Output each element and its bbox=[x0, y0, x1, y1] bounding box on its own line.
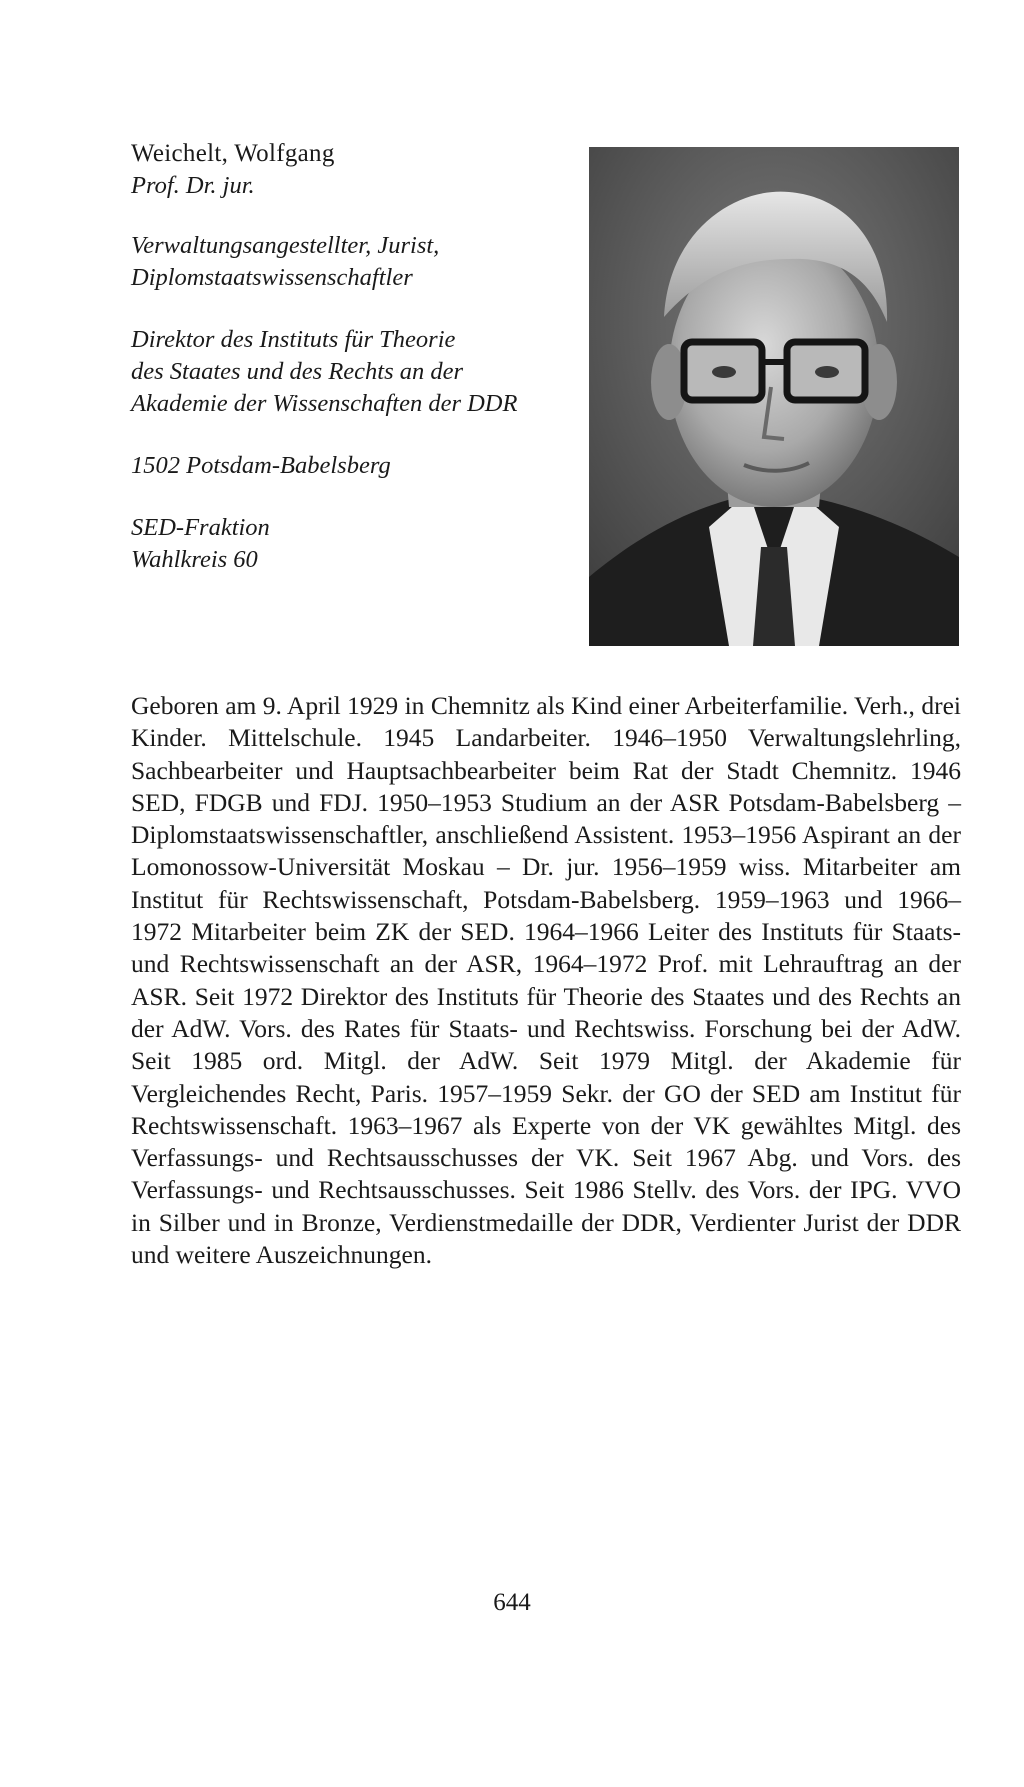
academic-title: Prof. Dr. jur. bbox=[131, 172, 255, 199]
person-name: Weichelt, Wolfgang bbox=[131, 140, 335, 167]
biography-text: Geboren am 9. April 1929 in Chemnitz als Kind einer Arbeiterfamilie. Verh., drei Kinder. Mittelschule. 1945 Landarbeiter. 1946–1950 Verwaltungslehrling, Sachbearbeiter und Hauptsachbearbeiter beim Rat der Stadt Chemnitz. 1946 SED, FDGB und FDJ. 1950–1953 Studium an der ASR Potsdam-Babelsberg – Diplomstaatswissenschaftler, anschließend Assistent. 1953–1956 Aspirant an der Lomonossow-Universität Moskau – Dr. jur. 1956–1959 wiss. Mitarbeiter am Institut für Rechtswissenschaft, Potsdam-Babelsberg. 1959–1963 und 1966–1972 Mitarbeiter beim ZK der SED. 1964–1966 Leiter des Instituts für Staats- und Rechtswissenschaft an der ASR, 1964–1972 Prof. mit Lehrauftrag an der ASR. Seit 1972 Direktor des Instituts für Theorie des Staates und des Rechts an der AdW. Vors. des Rates für Staats- und Rechtswiss. Forschung bei der AdW. Seit 1985 ord. Mitgl. der AdW. Seit 1979 Mitgl. der Akademie für Vergleichendes Recht, Paris. 1957–1959 Sekr. der GO der SED am Institut für Rechtswissenschaft. 1963–1967 als Experte von der VK gewähltes Mitgl. des Verfassungs- und Rechtsausschusses der VK. Seit 1967 Abg. und Vors. des Verfassungs- und Rechtsausschusses. Seit 1986 Stellv. des Vors. der IPG. VVO in Silber und in Bronze, Verdienstmedaille der DDR, Verdienter Jurist der DDR und weitere Auszeichnungen. bbox=[131, 691, 961, 1270]
entry-header bbox=[131, 138, 571, 576]
portrait-photo bbox=[589, 147, 959, 646]
position-line-2: des Staates und des Rechts an der bbox=[131, 358, 464, 385]
page-number: 644 bbox=[493, 1589, 531, 1616]
position-line-3: Akademie der Wissenschaften der DDR bbox=[131, 390, 518, 417]
position-line-1: Direktor des Instituts für Theorie bbox=[131, 326, 456, 353]
profession-line-2: Diplomstaatswissenschaftler bbox=[131, 264, 413, 291]
portrait-image bbox=[589, 147, 959, 646]
profession-line-1: Verwaltungsangestellter, Jurist, bbox=[131, 232, 440, 259]
constituency: Wahlkreis 60 bbox=[131, 546, 258, 573]
location: 1502 Potsdam-Babelsberg bbox=[131, 452, 391, 479]
faction: SED-Fraktion bbox=[131, 514, 270, 541]
